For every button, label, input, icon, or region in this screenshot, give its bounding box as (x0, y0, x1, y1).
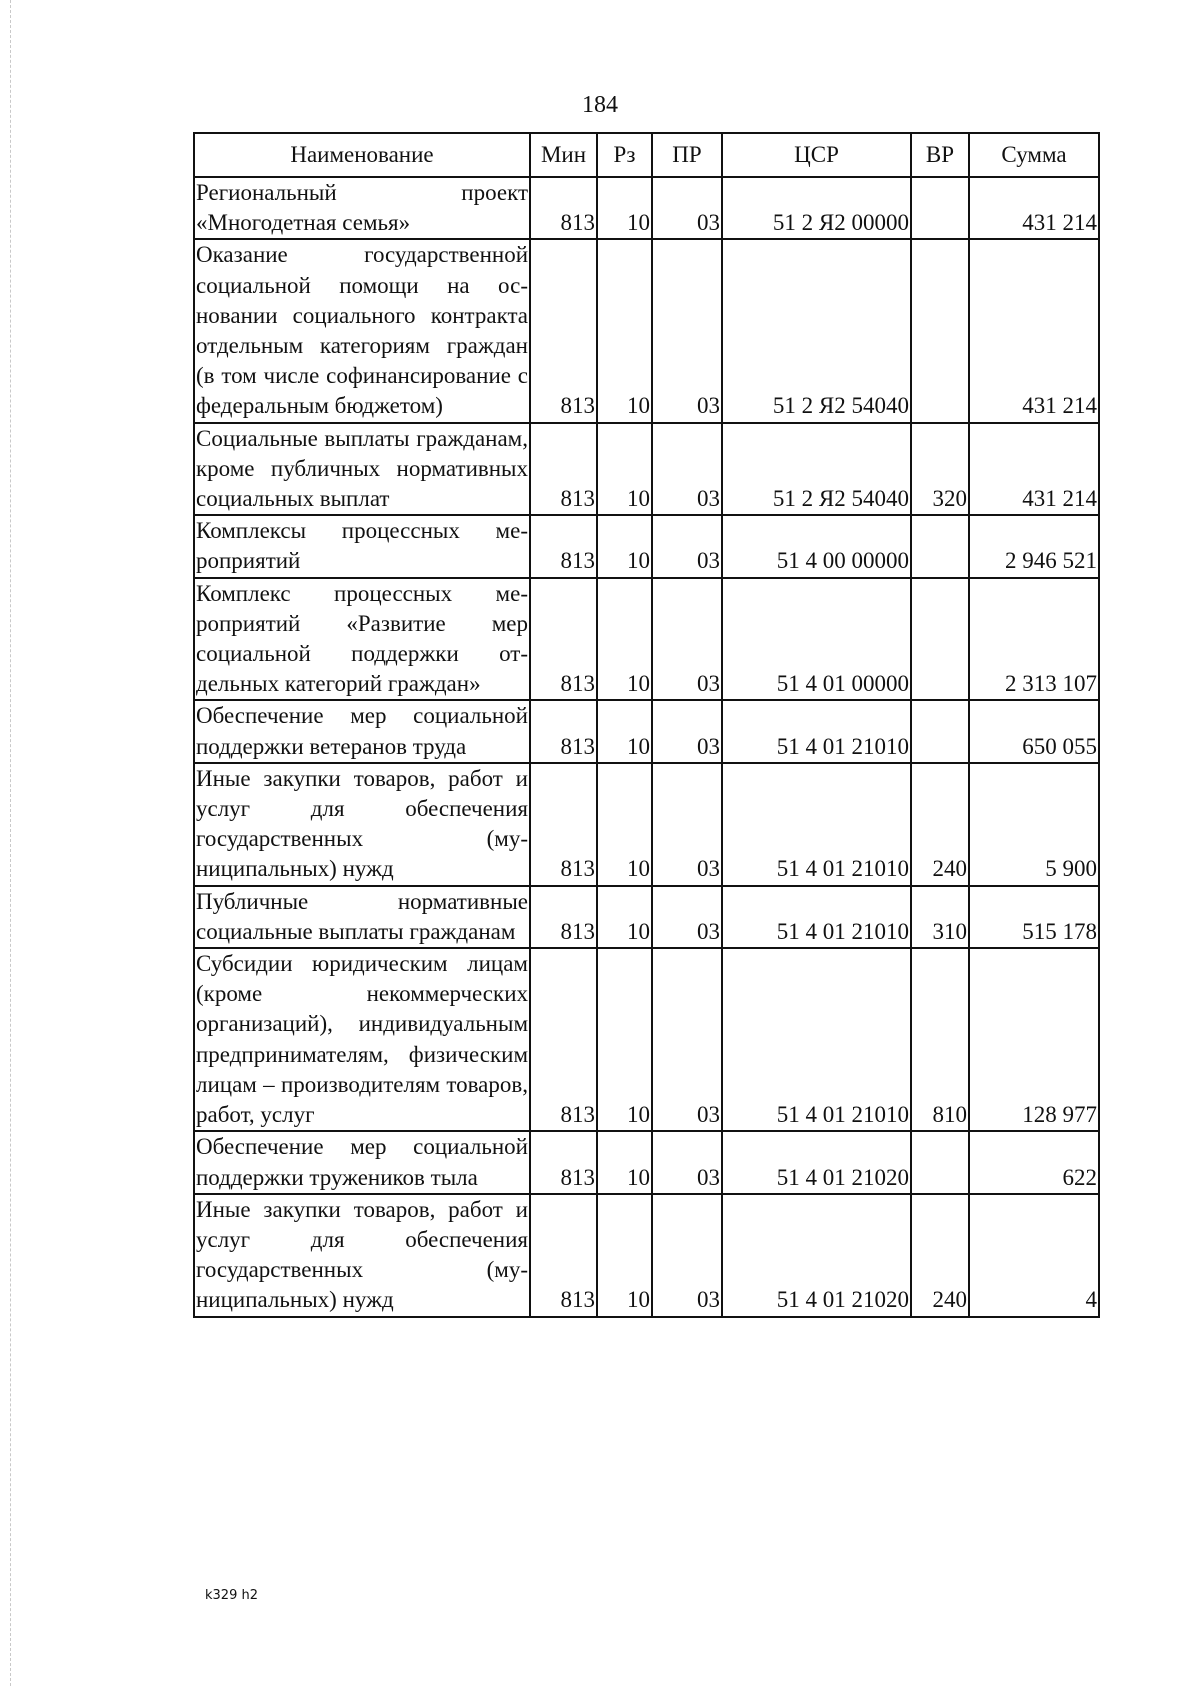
table-row (194, 948, 1099, 1131)
cell-min: 813 (530, 886, 597, 948)
header-rz: Рз (597, 133, 652, 177)
cell-pr: 03 (652, 239, 722, 422)
cell-vr: 320 (911, 423, 969, 516)
table-row (194, 886, 1099, 948)
cell-name: Оказание государственной социальной помощи на основании социального контракта отдельным категориям граждан (в том числе софинансирование с федеральным бюджетом) (194, 239, 530, 422)
cell-sum: 622 (969, 1131, 1099, 1193)
cell-rz: 10 (597, 423, 652, 516)
cell-csr: 51 4 01 21010 (722, 700, 911, 762)
budget-table (193, 132, 1100, 1318)
cell-sum: 431 214 (969, 239, 1099, 422)
table-row (194, 515, 1099, 577)
header-min: Мин (530, 133, 597, 177)
cell-name: Социальные выплаты гражданам, кроме публичных нормативных социальных выплат (194, 423, 530, 516)
cell-csr: 51 2 Я2 54040 (722, 423, 911, 516)
table-row (194, 423, 1099, 516)
cell-rz: 10 (597, 578, 652, 701)
cell-vr: 240 (911, 763, 969, 886)
cell-sum: 515 178 (969, 886, 1099, 948)
cell-vr (911, 515, 969, 577)
cell-min: 813 (530, 423, 597, 516)
cell-name: Субсидии юридическим лицам (кроме некоммерческих организаций), индивидуальным предпринимателям, физическим лицам – производителям товаров, работ, услуг (194, 948, 530, 1131)
cell-name: Региональный проект «Многодетная семья» (194, 177, 530, 239)
cell-sum: 128 977 (969, 948, 1099, 1131)
cell-pr: 03 (652, 515, 722, 577)
cell-sum: 2 313 107 (969, 578, 1099, 701)
cell-pr: 03 (652, 1131, 722, 1193)
cell-vr: 310 (911, 886, 969, 948)
cell-name: Обеспечение мер социальной поддержки ветеранов труда (194, 700, 530, 762)
cell-sum: 4 (969, 1194, 1099, 1317)
cell-rz: 10 (597, 700, 652, 762)
cell-csr: 51 4 01 00000 (722, 578, 911, 701)
cell-min: 813 (530, 1131, 597, 1193)
cell-vr (911, 177, 969, 239)
cell-min: 813 (530, 1194, 597, 1317)
cell-rz: 10 (597, 177, 652, 239)
cell-min: 813 (530, 177, 597, 239)
cell-pr: 03 (652, 948, 722, 1131)
page-number: 184 (582, 92, 618, 118)
cell-name: Комплекс процессных мероприятий «Развитие мер социальной поддержки отдельных категорий граждан» (194, 578, 530, 701)
cell-rz: 10 (597, 1194, 652, 1317)
cell-pr: 03 (652, 578, 722, 701)
cell-sum: 431 214 (969, 423, 1099, 516)
cell-pr: 03 (652, 423, 722, 516)
cell-csr: 51 4 00 00000 (722, 515, 911, 577)
cell-csr: 51 2 Я2 00000 (722, 177, 911, 239)
cell-vr (911, 1131, 969, 1193)
header-csr: ЦСР (722, 133, 911, 177)
table-row (194, 1194, 1099, 1317)
cell-pr: 03 (652, 177, 722, 239)
cell-csr: 51 4 01 21010 (722, 886, 911, 948)
cell-min: 813 (530, 578, 597, 701)
cell-rz: 10 (597, 515, 652, 577)
cell-min: 813 (530, 948, 597, 1131)
cell-vr (911, 700, 969, 762)
table-row (194, 700, 1099, 762)
table-row (194, 177, 1099, 239)
table-row (194, 763, 1099, 886)
cell-name: Публичные нормативные социальные выплаты гражданам (194, 886, 530, 948)
cell-name: Обеспечение мер социальной поддержки тружеников тыла (194, 1131, 530, 1193)
cell-rz: 10 (597, 1131, 652, 1193)
table-header-row (194, 133, 1099, 177)
cell-vr (911, 239, 969, 422)
cell-sum: 431 214 (969, 177, 1099, 239)
scan-edge-line (10, 0, 11, 1686)
footer-code: k329 h2 (205, 1588, 258, 1603)
cell-vr: 240 (911, 1194, 969, 1317)
header-pr: ПР (652, 133, 722, 177)
cell-min: 813 (530, 239, 597, 422)
cell-rz: 10 (597, 886, 652, 948)
cell-vr: 810 (911, 948, 969, 1131)
cell-csr: 51 4 01 21010 (722, 763, 911, 886)
cell-sum: 650 055 (969, 700, 1099, 762)
cell-sum: 2 946 521 (969, 515, 1099, 577)
header-vr: ВР (911, 133, 969, 177)
cell-min: 813 (530, 763, 597, 886)
cell-pr: 03 (652, 886, 722, 948)
cell-vr (911, 578, 969, 701)
cell-min: 813 (530, 515, 597, 577)
table-body (194, 177, 1099, 1317)
table-row (194, 578, 1099, 701)
cell-csr: 51 4 01 21020 (722, 1131, 911, 1193)
cell-sum: 5 900 (969, 763, 1099, 886)
cell-min: 813 (530, 700, 597, 762)
cell-pr: 03 (652, 1194, 722, 1317)
cell-csr: 51 4 01 21020 (722, 1194, 911, 1317)
cell-rz: 10 (597, 239, 652, 422)
header-sum: Сумма (969, 133, 1099, 177)
table-row (194, 239, 1099, 422)
cell-rz: 10 (597, 763, 652, 886)
cell-pr: 03 (652, 763, 722, 886)
cell-name: Иные закупки товаров, работ и услуг для обеспечения государственных (муниципальных) нужд (194, 763, 530, 886)
cell-csr: 51 2 Я2 54040 (722, 239, 911, 422)
header-name: Наименование (194, 133, 530, 177)
cell-name: Иные закупки товаров, работ и услуг для обеспечения государственных (муниципальных) нужд (194, 1194, 530, 1317)
cell-rz: 10 (597, 948, 652, 1131)
cell-name: Комплексы процессных мероприятий (194, 515, 530, 577)
cell-pr: 03 (652, 700, 722, 762)
table-row (194, 1131, 1099, 1193)
cell-csr: 51 4 01 21010 (722, 948, 911, 1131)
